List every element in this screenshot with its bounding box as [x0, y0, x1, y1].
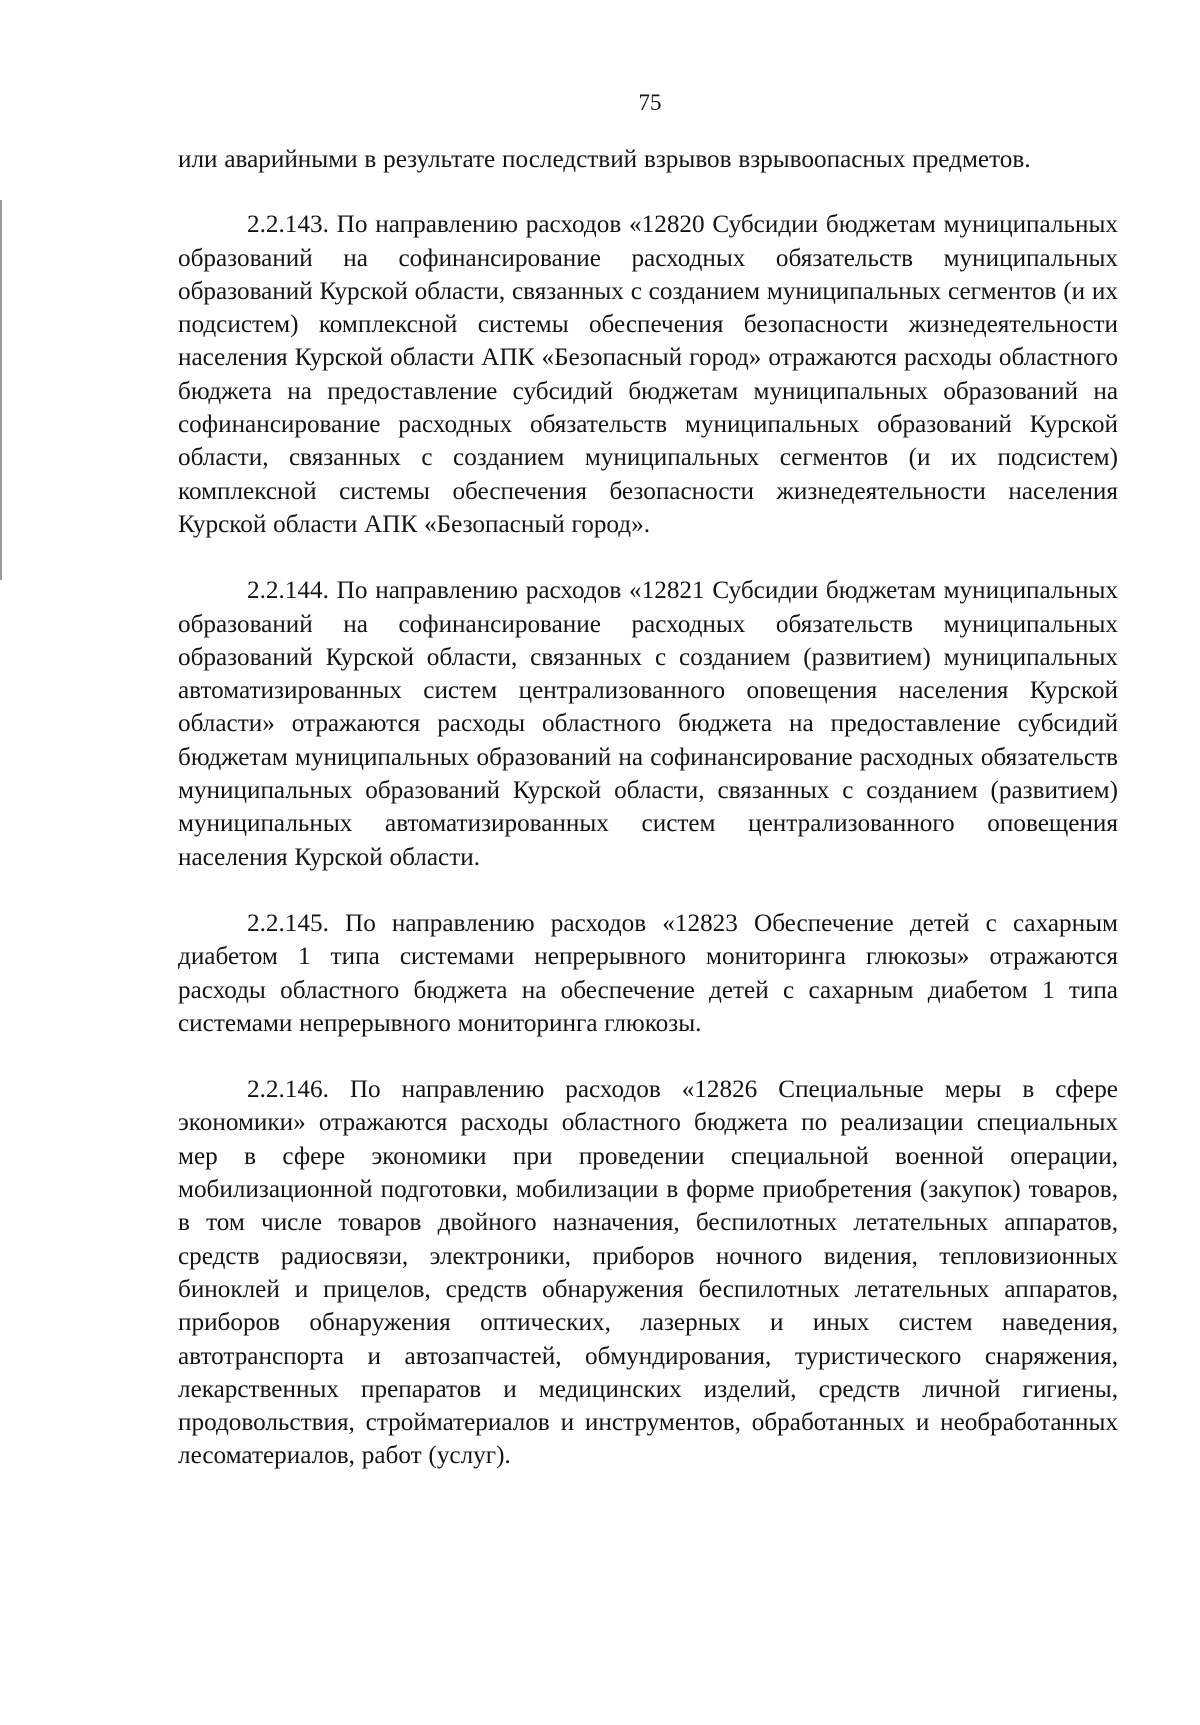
paragraph-continuation: или аварийными в результате последствий взрывов взрывоопасных предметов.	[178, 146, 1031, 173]
paragraph-2-2-143: 2.2.143. По направлению расходов «12820 Субсидии бюджетам муниципальных образований на софинансирование расходных обязательств муниципальных образований Курской области, связанных с созданием муниципальных сегментов (и их подсистем) комплексной системы обеспечения безопасности жизнедеятельности населения Курской области АПК «Безопасный город» отражаются расходы областного бюджета на предоставление субсидий бюджетам муниципальных образований на софинансирование расходных обязательств муниципальных образований Курской области, связанных с созданием муниципальных сегментов (и их подсистем) комплексной системы обеспечения безопасности жизнедеятельности населения Курской области АПК «Безопасный город».	[178, 211, 1118, 538]
scan-edge-line	[0, 200, 2, 580]
paragraph-2-2-144: 2.2.144. По направлению расходов «12821 Субсидии бюджетам муниципальных образований на софинансирование расходных обязательств муниципальных образований Курской области, связанных с созданием (развитием) муниципальных автоматизированных систем централизованного оповещения населения Курской области» отражаются расходы областного бюджета на предоставление субсидий бюджетам муниципальных образований на софинансирование расходных обязательств муниципальных образований Курской области, связанных с созданием (развитием) муниципальных автоматизированных систем централизованного оповещения населения Курской области.	[178, 577, 1118, 871]
paragraph-2-2-145: 2.2.145. По направлению расходов «12823 Обеспечение детей с сахарным диабетом 1 типа системами непрерывного мониторинга глюкозы» отражаются расходы областного бюджета на обеспечение детей с сахарным диабетом 1 типа системами непрерывного мониторинга глюкозы.	[178, 909, 1118, 1037]
page-number: 75	[638, 90, 662, 115]
paragraph-2-2-146: 2.2.146. По направлению расходов «12826 Специальные меры в сфере экономики» отражаются расходы областного бюджета по реализации специальных мер в сфере экономики при проведении специальной военной операции, мобилизационной подготовки, мобилизации в форме приобретения (закупок) товаров, в том числе товаров двойного назначения, беспилотных летательных аппаратов, средств радиосвязи, электроники, приборов ночного видения, тепловизионных биноклей и прицелов, средств обнаружения беспилотных летательных аппаратов, приборов обнаружения оптических, лазерных и иных систем наведения, автотранспорта и автозапчастей, обмундирования, туристического снаряжения, лекарственных препаратов и медицинских изделий, средств личной гигиены, продовольствия, стройматериалов и инструментов, обработанных и необработанных лесоматериалов, работ (услуг).	[178, 1076, 1118, 1470]
document-body	[178, 143, 1118, 1473]
